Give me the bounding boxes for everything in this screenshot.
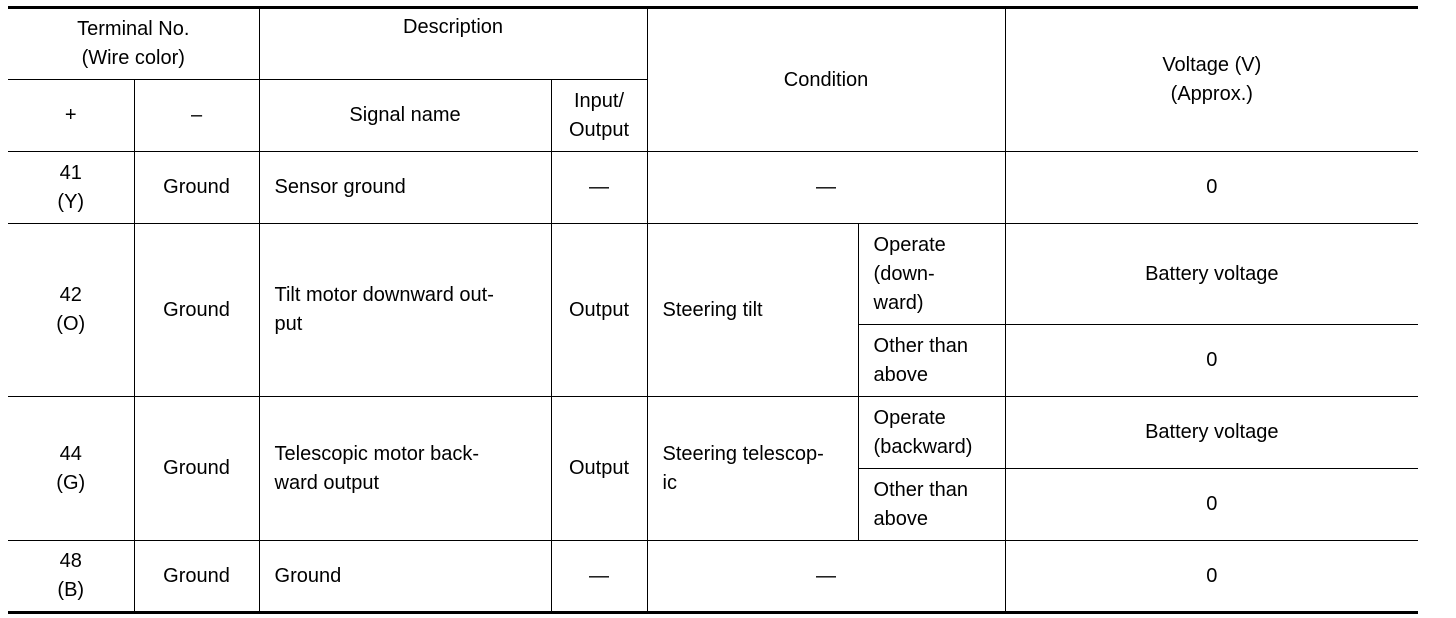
- state-cell: Operate (down- ward): [858, 224, 1005, 325]
- terminal-cell: 42 (O): [8, 224, 134, 397]
- voltage-cell: Battery voltage: [1005, 397, 1418, 469]
- voltage-cell: 0: [1005, 469, 1418, 541]
- table-row: [8, 152, 1418, 224]
- io-cell: —: [551, 152, 647, 224]
- voltage-cell: 0: [1005, 325, 1418, 397]
- state-cell: Other than above: [858, 325, 1005, 397]
- ground-cell: Ground: [134, 397, 259, 541]
- signal-name-header: Signal name: [259, 80, 551, 152]
- voltage-cell: 0: [1005, 152, 1418, 224]
- voltage-cell: Battery voltage: [1005, 224, 1418, 325]
- description-header: Description: [259, 8, 647, 80]
- condition-cell: Steering telescop- ic: [647, 397, 858, 541]
- terminal-spec-table: [8, 6, 1418, 614]
- voltage-cell: 0: [1005, 541, 1418, 613]
- terminal-cell: 48 (B): [8, 541, 134, 613]
- table-row: [8, 397, 1418, 469]
- terminal-cell: 41 (Y): [8, 152, 134, 224]
- terminal-no-header: Terminal No. (Wire color): [8, 8, 259, 80]
- io-cell: Output: [551, 397, 647, 541]
- plus-header: +: [8, 80, 134, 152]
- input-output-header: Input/ Output: [551, 80, 647, 152]
- voltage-header: Voltage (V) (Approx.): [1005, 8, 1418, 152]
- table-row: [8, 541, 1418, 613]
- state-cell: Operate (backward): [858, 397, 1005, 469]
- terminal-cell: 44 (G): [8, 397, 134, 541]
- signal-name-cell: Telescopic motor back- ward output: [259, 397, 551, 541]
- table-row: [8, 224, 1418, 325]
- state-cell: Other than above: [858, 469, 1005, 541]
- signal-name-cell: Ground: [259, 541, 551, 613]
- ground-cell: Ground: [134, 541, 259, 613]
- minus-header: –: [134, 80, 259, 152]
- io-cell: —: [551, 541, 647, 613]
- condition-cell: —: [647, 152, 1005, 224]
- condition-cell: Steering tilt: [647, 224, 858, 397]
- signal-name-cell: Tilt motor downward out- put: [259, 224, 551, 397]
- signal-name-cell: Sensor ground: [259, 152, 551, 224]
- ground-cell: Ground: [134, 152, 259, 224]
- condition-header: Condition: [647, 8, 1005, 152]
- header-row-1: [8, 8, 1418, 80]
- ground-cell: Ground: [134, 224, 259, 397]
- io-cell: Output: [551, 224, 647, 397]
- condition-cell: —: [647, 541, 1005, 613]
